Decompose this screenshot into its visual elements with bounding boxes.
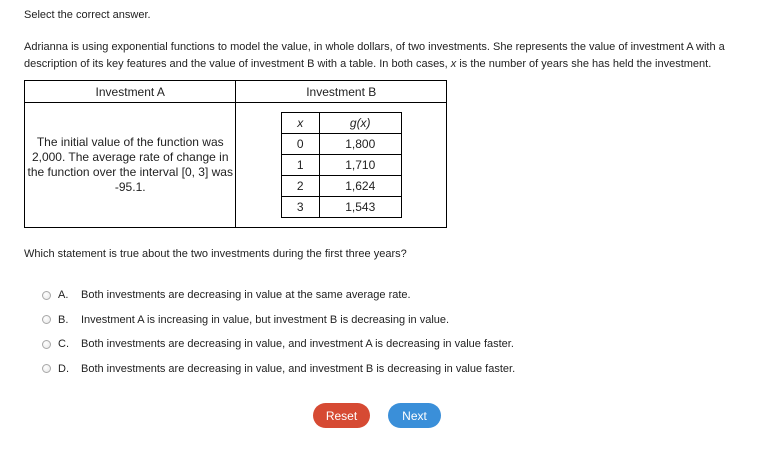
cell-g: 1,710: [319, 155, 401, 176]
cell-x: 0: [281, 134, 319, 155]
investment-a-description: The initial value of the function was 2,000. The average rate of change in the function over the interval [0, 3] was -95.1.: [25, 103, 236, 228]
cell-x: 2: [281, 176, 319, 197]
header-investment-b: Investment B: [236, 81, 447, 103]
investments-table: [24, 80, 447, 228]
choice-a[interactable]: [42, 283, 515, 308]
next-button[interactable]: Next: [388, 403, 441, 428]
choice-text[interactable]: Both investments are decreasing in value at the same average rate.: [81, 289, 411, 302]
instruction-text: Select the correct answer.: [24, 9, 151, 21]
choice-d[interactable]: [42, 357, 515, 382]
choice-letter: B.: [58, 313, 69, 326]
table-row: [281, 155, 401, 176]
choice-letter: D.: [58, 362, 69, 375]
choice-text[interactable]: Both investments are decreasing in value, and investment B is decreasing in value faster.: [81, 362, 516, 375]
radio-button[interactable]: [42, 364, 51, 373]
answer-choices: [42, 283, 515, 381]
cell-x: 1: [281, 155, 319, 176]
choice-c[interactable]: [42, 332, 515, 357]
choice-text[interactable]: Both investments are decreasing in value, and investment A is decreasing in value faster.: [81, 338, 514, 351]
radio-button[interactable]: [42, 340, 51, 349]
prompt-part2: is the number of years she has held the investment.: [456, 58, 712, 70]
table-row: [281, 134, 401, 155]
reset-button[interactable]: Reset: [313, 403, 370, 428]
choice-letter: C.: [58, 338, 69, 351]
choice-letter: A.: [58, 289, 69, 302]
choice-text[interactable]: Investment A is increasing in value, but investment B is decreasing in value.: [81, 313, 450, 326]
cell-g: 1,800: [319, 134, 401, 155]
table-row: [281, 197, 401, 218]
prompt-part1: Adrianna is using exponential functions to model the value, in whole dollars, of two investments. She represents the value of investment A with a description of its key features and the value of investment B with a table. In both cases,: [24, 41, 725, 70]
choice-b[interactable]: [42, 308, 515, 333]
cell-x: 3: [281, 197, 319, 218]
question-prompt: [24, 39, 744, 73]
cell-g: 1,624: [319, 176, 401, 197]
question-text: Which statement is true about the two investments during the first three years?: [24, 248, 407, 260]
inner-header-g: g(x): [319, 113, 401, 134]
prompt-variable: x: [450, 58, 457, 70]
investment-b-cell: [236, 103, 447, 228]
table-row: [281, 176, 401, 197]
inner-header-x: x: [281, 113, 319, 134]
header-investment-a: Investment A: [25, 81, 236, 103]
radio-button[interactable]: [42, 315, 51, 324]
radio-button[interactable]: [42, 291, 51, 300]
investment-b-table: [281, 112, 402, 218]
cell-g: 1,543: [319, 197, 401, 218]
